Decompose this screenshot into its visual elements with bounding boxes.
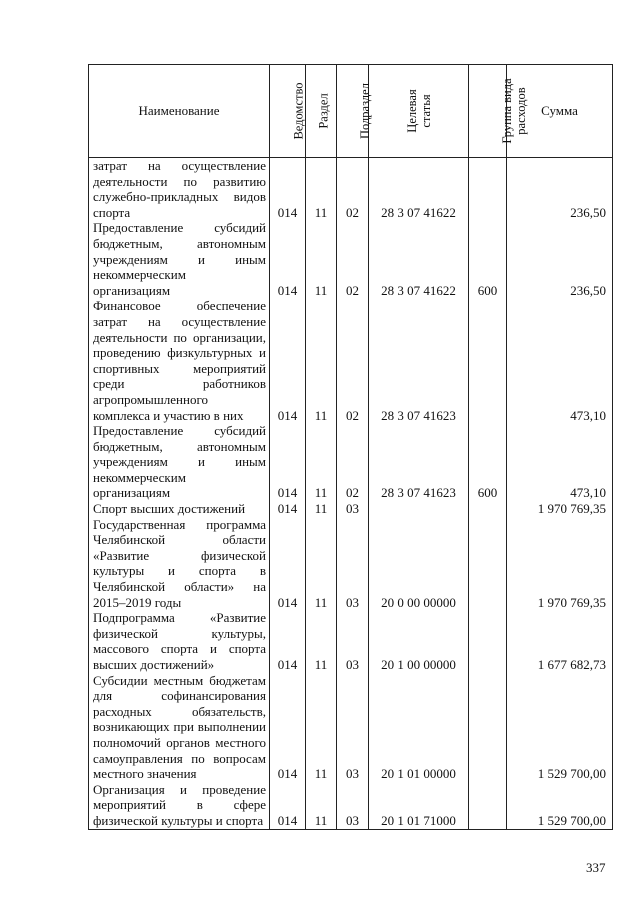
- cell-vedomstvo: 014: [270, 423, 306, 501]
- header-name: Наименование: [89, 65, 270, 158]
- table-row: [89, 158, 613, 221]
- cell-sum: 473,10: [507, 298, 613, 423]
- cell-razdel: 11: [306, 673, 337, 782]
- cell-expense-group: 600: [469, 220, 507, 298]
- cell-expense-group: [469, 673, 507, 782]
- cell-target-article: 28 3 07 41622: [369, 220, 469, 298]
- cell-razdel: 11: [306, 298, 337, 423]
- cell-razdel: 11: [306, 220, 337, 298]
- table-header-row: [89, 65, 613, 158]
- cell-expense-group: [469, 782, 507, 829]
- budget-table-sheet: [88, 64, 612, 830]
- cell-podrazdel: 03: [337, 517, 369, 611]
- cell-target-article: 28 3 07 41623: [369, 423, 469, 501]
- cell-vedomstvo: 014: [270, 501, 306, 517]
- table-row: [89, 517, 613, 611]
- header-expense-group: Группа вида расходов: [469, 65, 507, 158]
- table-row: [89, 673, 613, 782]
- cell-podrazdel: 03: [337, 673, 369, 782]
- page-number: 337: [586, 860, 606, 875]
- cell-razdel: 11: [306, 501, 337, 517]
- cell-sum: 1 529 700,00: [507, 782, 613, 829]
- cell-name: Спорт высших достижений: [89, 501, 270, 517]
- table-row: [89, 782, 613, 829]
- table-row: [89, 220, 613, 298]
- cell-vedomstvo: 014: [270, 517, 306, 611]
- cell-target-article: 20 0 00 00000: [369, 517, 469, 611]
- cell-razdel: 11: [306, 610, 337, 672]
- cell-sum: 1 970 769,35: [507, 517, 613, 611]
- cell-name: Подпрограмма «Развитие физической культуры, массового спорта и спорта высших достижений»: [89, 610, 270, 672]
- cell-razdel: 11: [306, 517, 337, 611]
- cell-name: Финансовое обеспечение затрат на осуществление деятельности по организации, проведению физкультурных и спортивных мероприятий среди работников агропромышленного комплекса и участию в них: [89, 298, 270, 423]
- header-target-article: Целевая статья: [369, 65, 469, 158]
- cell-expense-group: [469, 158, 507, 221]
- cell-target-article: 20 1 01 71000: [369, 782, 469, 829]
- cell-target-article: 20 1 00 00000: [369, 610, 469, 672]
- header-razdel: Раздел: [306, 65, 337, 158]
- cell-vedomstvo: 014: [270, 610, 306, 672]
- cell-expense-group: [469, 501, 507, 517]
- cell-vedomstvo: 014: [270, 782, 306, 829]
- cell-podrazdel: 03: [337, 501, 369, 517]
- cell-podrazdel: 03: [337, 610, 369, 672]
- cell-expense-group: [469, 610, 507, 672]
- cell-sum: 1 970 769,35: [507, 501, 613, 517]
- header-vedomstvo: Ведомство: [270, 65, 306, 158]
- cell-razdel: 11: [306, 782, 337, 829]
- cell-target-article: 28 3 07 41623: [369, 298, 469, 423]
- cell-name: Государственная программа Челябинской области «Развитие физической культуры и спорта в Челябинской области» на 2015–2019 годы: [89, 517, 270, 611]
- table-row: [89, 610, 613, 672]
- header-podrazdel: Подраздел: [337, 65, 369, 158]
- header-sum: Сумма: [507, 65, 613, 158]
- cell-sum: 473,10: [507, 423, 613, 501]
- cell-vedomstvo: 014: [270, 673, 306, 782]
- cell-name: затрат на осуществление деятельности по развитию служебно-прикладных видов спорта: [89, 158, 270, 221]
- cell-podrazdel: 02: [337, 298, 369, 423]
- cell-name: Субсидии местным бюджетам для софинансирования расходных обязательств, возникающих при выполнении полномочий органов местного самоуправления по вопросам местного значения: [89, 673, 270, 782]
- table-row: [89, 423, 613, 501]
- table-row: [89, 298, 613, 423]
- cell-sum: 1 529 700,00: [507, 673, 613, 782]
- cell-sum: 236,50: [507, 158, 613, 221]
- cell-expense-group: [469, 517, 507, 611]
- cell-name: Предоставление субсидий бюджетным, автономным учреждениям и иным некоммерческим организациям: [89, 220, 270, 298]
- budget-table: [88, 64, 613, 830]
- cell-vedomstvo: 014: [270, 298, 306, 423]
- cell-podrazdel: 02: [337, 220, 369, 298]
- cell-sum: 236,50: [507, 220, 613, 298]
- cell-podrazdel: 02: [337, 158, 369, 221]
- cell-podrazdel: 02: [337, 423, 369, 501]
- cell-sum: 1 677 682,73: [507, 610, 613, 672]
- cell-podrazdel: 03: [337, 782, 369, 829]
- cell-name: Организация и проведение мероприятий в сфере физической культуры и спорта: [89, 782, 270, 829]
- cell-name: Предоставление субсидий бюджетным, автономным учреждениям и иным некоммерческим организациям: [89, 423, 270, 501]
- cell-vedomstvo: 014: [270, 158, 306, 221]
- cell-target-article: 20 1 01 00000: [369, 673, 469, 782]
- cell-target-article: 28 3 07 41622: [369, 158, 469, 221]
- cell-expense-group: [469, 298, 507, 423]
- cell-razdel: 11: [306, 423, 337, 501]
- cell-expense-group: 600: [469, 423, 507, 501]
- cell-target-article: [369, 501, 469, 517]
- table-row: [89, 501, 613, 517]
- cell-razdel: 11: [306, 158, 337, 221]
- cell-vedomstvo: 014: [270, 220, 306, 298]
